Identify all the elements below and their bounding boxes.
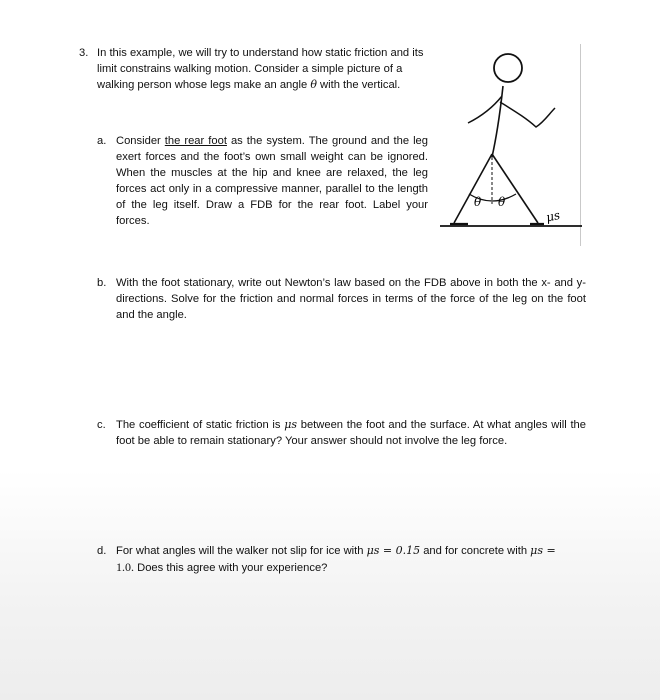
part-d-text-1: For what angles will the walker not slip for ice with xyxy=(116,545,364,557)
intro-text: In this example, we will try to understand how static friction and its limit constrains walking motion. Consider a simple picture of a walking person whose legs make an angle xyxy=(97,47,424,91)
problem-intro xyxy=(97,45,427,93)
front-leg xyxy=(492,154,538,223)
mu-s-label: μs xyxy=(544,207,562,225)
part-b-text: With the foot stationary, write out Newton’s law based on the FDB above in both the x- and y-directions. Solve for the friction and normal forces in terms of the force of the leg on the foot and the angle. xyxy=(116,277,586,321)
stick-figure-diagram xyxy=(436,44,586,244)
part-a-text-start: Consider xyxy=(116,135,161,147)
part-a-text-end: as the system. The ground and the leg exert forces and the foot’s own small weight can be ignored. When the muscles at the hip and knee are relaxed, the leg forces act only in a compressive manner, parallel to the length of the leg itself. Draw a FDB for the rear foot. Label your forces. xyxy=(116,135,428,227)
part-c-label: c. xyxy=(97,419,106,431)
back-arm xyxy=(468,96,502,123)
part-a-text xyxy=(116,133,428,229)
part-d-label: d. xyxy=(97,545,107,557)
front-arm xyxy=(500,102,555,127)
part-c-text-start: The coefficient of static friction is xyxy=(116,419,281,431)
part-c-text xyxy=(116,417,586,449)
concrete-mu-symbol: μs = xyxy=(530,544,556,557)
mu-s-symbol: μs xyxy=(284,418,297,431)
part-c-text-end: between the foot and the surface. At what angles will the foot be able to remain stationary? Your answer should not involve the leg force. xyxy=(116,419,587,447)
rear-leg xyxy=(454,154,492,223)
intro-end: with the vertical. xyxy=(320,79,401,91)
part-d-text-3: Does this agree with your experience? xyxy=(137,562,328,574)
problem-number: 3. xyxy=(79,47,89,59)
part-a-underlined: the rear foot xyxy=(164,135,227,147)
ice-mu-value: μs = 0.15 xyxy=(366,544,421,557)
concrete-mu-value: 1.0. xyxy=(116,560,134,574)
part-a-label: a. xyxy=(97,135,107,147)
part-d-text xyxy=(116,543,586,576)
theta-right-label: θ xyxy=(498,195,506,209)
part-d-text-2: and for concrete with xyxy=(423,545,528,557)
head-circle xyxy=(494,54,522,82)
theta-left-label: θ xyxy=(474,195,482,209)
part-b-label: b. xyxy=(97,277,107,289)
theta-symbol: θ xyxy=(310,78,317,91)
